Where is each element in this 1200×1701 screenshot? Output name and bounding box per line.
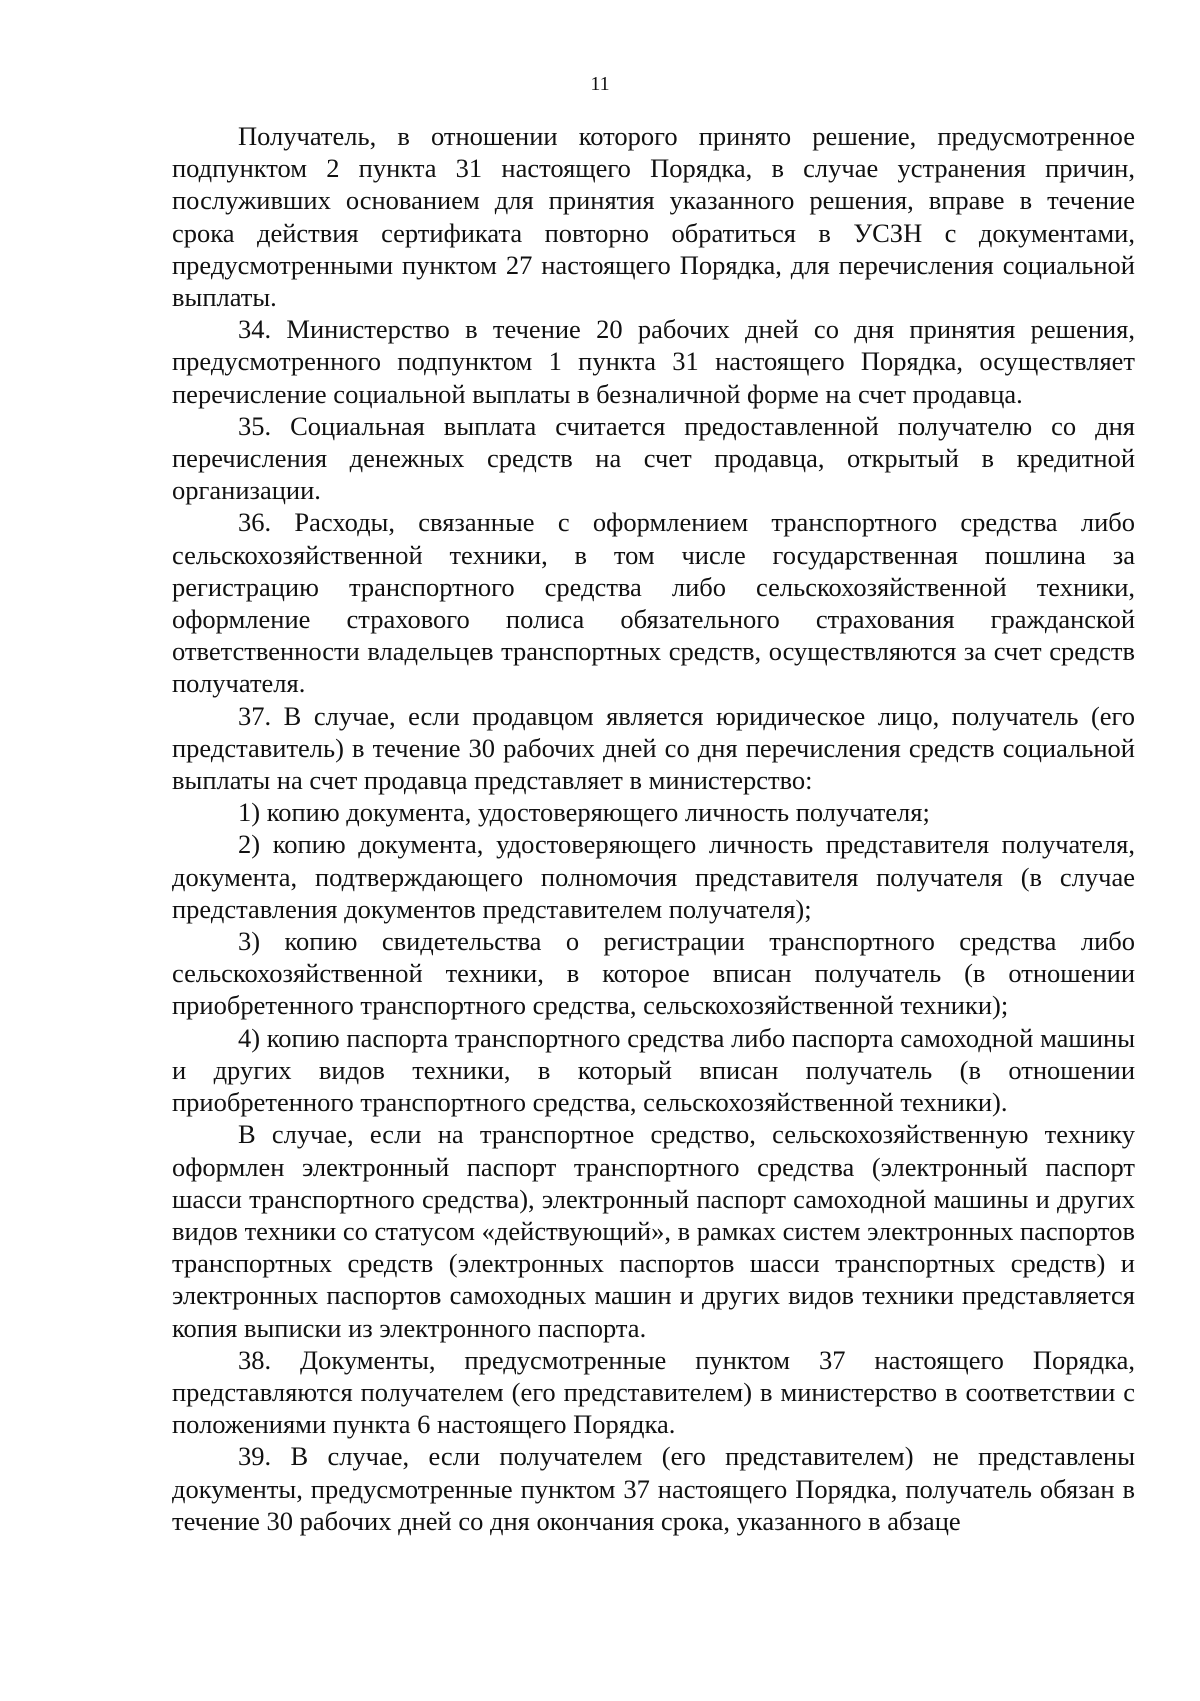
paragraph-electronic-passport: В случае, если на транспортное средство, сельскохозяйственную технику оформлен электронный паспорт транспортного средства (электронный паспорт шасси транспортного средства), электронный паспорт самоходной машины и других видов техники со статусом «действующий», в рамках систем электронных паспортов транспортных средств (электронных паспортов шасси транспортных средств) и электронных паспортов самоходных машин и других видов техники представляется копия выписки из электронного паспорта.	[172, 1119, 1135, 1343]
page-number: 11	[590, 73, 610, 95]
paragraph-37-item-1: 1) копию документа, удостоверяющего личность получателя;	[238, 797, 930, 828]
paragraph-recipient-reapply: Получатель, в отношении которого принято решение, предусмотренное подпунктом 2 пункта 31 настоящего Порядка, в случае устранения причин, послуживших основанием для принятия указанного решения, вправе в течение срока действия сертификата повторно обратиться в УСЗН с документами, предусмотренными пунктом 27 настоящего Порядка, для перечисления социальной выплаты.	[172, 121, 1135, 313]
paragraph-37-item-3: 3) копию свидетельства о регистрации транспортного средства либо сельскохозяйственной техники, в которое вписан получатель (в отношении приобретенного транспортного средства, сельскохозяйственной техники);	[172, 926, 1135, 1021]
paragraph-39: 39. В случае, если получателем (его представителем) не представлены документы, предусмотренные пунктом 37 настоящего Порядка, получатель обязан в течение 30 рабочих дней со дня окончания срока, указанного в абзаце	[172, 1441, 1135, 1536]
paragraph-38: 38. Документы, предусмотренные пунктом 37 настоящего Порядка, представляются получателем (его представителем) в министерство в соответствии с положениями пункта 6 настоящего Порядка.	[172, 1344, 1135, 1440]
paragraph-37: 37. В случае, если продавцом является юридическое лицо, получатель (его представитель) в течение 30 рабочих дней со дня перечисления средств социальной выплаты на счет продавца представляет в министерство:	[172, 700, 1135, 796]
paragraph-37-item-4: 4) копию паспорта транспортного средства либо паспорта самоходной машины и других видов техники, в который вписан получатель (в отношении приобретенного транспортного средства, сельскохозяйственной техники).	[172, 1022, 1135, 1118]
document-body	[172, 120, 1135, 1537]
paragraph-37-item-2: 2) копию документа, удостоверяющего личность представителя получателя, документа, подтверждающего полномочия представителя получателя (в случае представления документов представителем получателя);	[172, 829, 1135, 924]
paragraph-35: 35. Социальная выплата считается предоставленной получателю со дня перечисления денежных средств на счет продавца, открытый в кредитной организации.	[172, 410, 1135, 506]
paragraph-36: 36. Расходы, связанные с оформлением транспортного средства либо сельскохозяйственной техники, в том числе государственная пошлина за регистрацию транспортного средства либо сельскохозяйственной техники, оформление страхового полиса обязательного страхования гражданской ответственности владельцев транспортных средств, осуществляются за счет средств получателя.	[172, 507, 1135, 699]
paragraph-34: 34. Министерство в течение 20 рабочих дней со дня принятия решения, предусмотренного подпунктом 1 пункта 31 настоящего Порядка, осуществляет перечисление социальной выплаты в безналичной форме на счет продавца.	[172, 314, 1135, 409]
